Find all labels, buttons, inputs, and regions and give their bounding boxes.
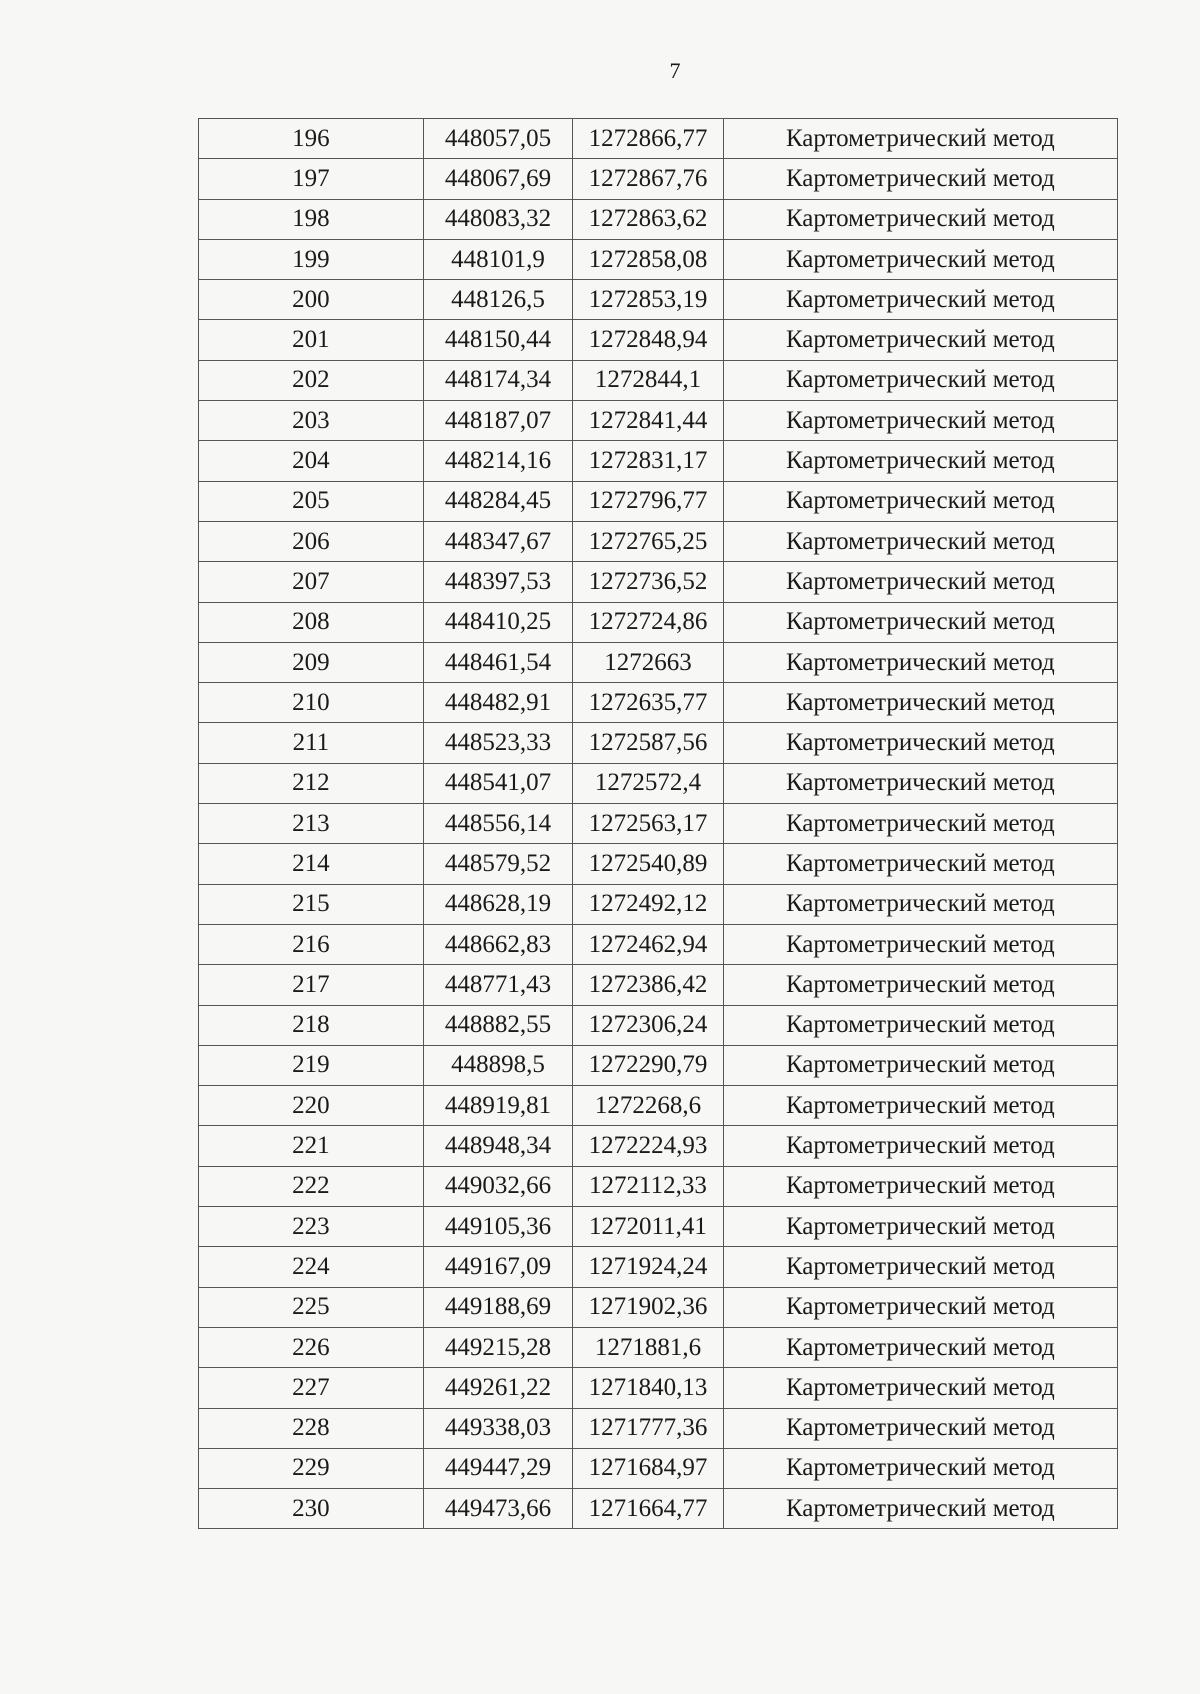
- y-coordinate-cell: 1272844,1: [573, 360, 723, 400]
- point-number-cell: 197: [199, 159, 424, 199]
- method-cell: Картометрический метод: [723, 1448, 1117, 1488]
- table-row: [199, 1287, 1118, 1327]
- x-coordinate-cell: 448523,33: [423, 723, 572, 763]
- table-row: [199, 1086, 1118, 1126]
- method-cell: Картометрический метод: [723, 1005, 1117, 1045]
- table-row: [199, 521, 1118, 561]
- y-coordinate-cell: 1272765,25: [573, 521, 723, 561]
- y-coordinate-cell: 1272866,77: [573, 119, 723, 159]
- table-row: [199, 683, 1118, 723]
- table-row: [199, 723, 1118, 763]
- x-coordinate-cell: 449188,69: [423, 1287, 572, 1327]
- y-coordinate-cell: 1272867,76: [573, 159, 723, 199]
- point-number-cell: 211: [199, 723, 424, 763]
- point-number-cell: 205: [199, 481, 424, 521]
- point-number-cell: 226: [199, 1327, 424, 1367]
- table-row: [199, 924, 1118, 964]
- method-cell: Картометрический метод: [723, 1045, 1117, 1085]
- point-number-cell: 208: [199, 602, 424, 642]
- x-coordinate-cell: 448067,69: [423, 159, 572, 199]
- x-coordinate-cell: 448150,44: [423, 320, 572, 360]
- point-number-cell: 228: [199, 1408, 424, 1448]
- x-coordinate-cell: 448579,52: [423, 844, 572, 884]
- method-cell: Картометрический метод: [723, 844, 1117, 884]
- x-coordinate-cell: 449447,29: [423, 1448, 572, 1488]
- point-number-cell: 217: [199, 965, 424, 1005]
- method-cell: Картометрический метод: [723, 1207, 1117, 1247]
- y-coordinate-cell: 1271684,97: [573, 1448, 723, 1488]
- table-row: [199, 481, 1118, 521]
- x-coordinate-cell: 448410,25: [423, 602, 572, 642]
- table-row: [199, 884, 1118, 924]
- y-coordinate-cell: 1272663: [573, 642, 723, 682]
- y-coordinate-cell: 1272858,08: [573, 239, 723, 279]
- method-cell: Картометрический метод: [723, 562, 1117, 602]
- point-number-cell: 209: [199, 642, 424, 682]
- x-coordinate-cell: 448126,5: [423, 280, 572, 320]
- y-coordinate-cell: 1272853,19: [573, 280, 723, 320]
- y-coordinate-cell: 1272572,4: [573, 763, 723, 803]
- y-coordinate-cell: 1272831,17: [573, 441, 723, 481]
- x-coordinate-cell: 448083,32: [423, 199, 572, 239]
- y-coordinate-cell: 1272848,94: [573, 320, 723, 360]
- y-coordinate-cell: 1272224,93: [573, 1126, 723, 1166]
- method-cell: Картометрический метод: [723, 280, 1117, 320]
- page-number: 7: [669, 58, 681, 83]
- x-coordinate-cell: 449167,09: [423, 1247, 572, 1287]
- method-cell: Картометрический метод: [723, 521, 1117, 561]
- x-coordinate-cell: 448347,67: [423, 521, 572, 561]
- table-row: [199, 1489, 1118, 1529]
- method-cell: Картометрический метод: [723, 1086, 1117, 1126]
- table-row: [199, 1126, 1118, 1166]
- point-number-cell: 215: [199, 884, 424, 924]
- method-cell: Картометрический метод: [723, 1247, 1117, 1287]
- y-coordinate-cell: 1272796,77: [573, 481, 723, 521]
- method-cell: Картометрический метод: [723, 924, 1117, 964]
- x-coordinate-cell: 448214,16: [423, 441, 572, 481]
- x-coordinate-cell: 448101,9: [423, 239, 572, 279]
- table-row: [199, 199, 1118, 239]
- table-row: [199, 1005, 1118, 1045]
- x-coordinate-cell: 448556,14: [423, 804, 572, 844]
- method-cell: Картометрический метод: [723, 642, 1117, 682]
- y-coordinate-cell: 1272587,56: [573, 723, 723, 763]
- x-coordinate-cell: 449032,66: [423, 1166, 572, 1206]
- point-number-cell: 214: [199, 844, 424, 884]
- point-number-cell: 218: [199, 1005, 424, 1045]
- x-coordinate-cell: 448771,43: [423, 965, 572, 1005]
- table-row: [199, 804, 1118, 844]
- point-number-cell: 229: [199, 1448, 424, 1488]
- point-number-cell: 207: [199, 562, 424, 602]
- y-coordinate-cell: 1272462,94: [573, 924, 723, 964]
- x-coordinate-cell: 448187,07: [423, 401, 572, 441]
- method-cell: Картометрический метод: [723, 1408, 1117, 1448]
- table-row: [199, 1045, 1118, 1085]
- method-cell: Картометрический метод: [723, 199, 1117, 239]
- table-row: [199, 401, 1118, 441]
- x-coordinate-cell: 448284,45: [423, 481, 572, 521]
- y-coordinate-cell: 1272011,41: [573, 1207, 723, 1247]
- y-coordinate-cell: 1272563,17: [573, 804, 723, 844]
- point-number-cell: 198: [199, 199, 424, 239]
- x-coordinate-cell: 449105,36: [423, 1207, 572, 1247]
- y-coordinate-cell: 1272306,24: [573, 1005, 723, 1045]
- table-row: [199, 763, 1118, 803]
- y-coordinate-cell: 1272841,44: [573, 401, 723, 441]
- point-number-cell: 201: [199, 320, 424, 360]
- y-coordinate-cell: 1271840,13: [573, 1368, 723, 1408]
- x-coordinate-cell: 448662,83: [423, 924, 572, 964]
- method-cell: Картометрический метод: [723, 1327, 1117, 1367]
- method-cell: Картометрический метод: [723, 804, 1117, 844]
- method-cell: Картометрический метод: [723, 119, 1117, 159]
- point-number-cell: 203: [199, 401, 424, 441]
- method-cell: Картометрический метод: [723, 602, 1117, 642]
- x-coordinate-cell: 448919,81: [423, 1086, 572, 1126]
- x-coordinate-cell: 448057,05: [423, 119, 572, 159]
- method-cell: Картометрический метод: [723, 360, 1117, 400]
- table-row: [199, 320, 1118, 360]
- point-number-cell: 206: [199, 521, 424, 561]
- point-number-cell: 204: [199, 441, 424, 481]
- table-row: [199, 1247, 1118, 1287]
- y-coordinate-cell: 1271664,77: [573, 1489, 723, 1529]
- method-cell: Картометрический метод: [723, 320, 1117, 360]
- point-number-cell: 213: [199, 804, 424, 844]
- table-row: [199, 844, 1118, 884]
- method-cell: Картометрический метод: [723, 884, 1117, 924]
- table-row: [199, 1408, 1118, 1448]
- x-coordinate-cell: 448882,55: [423, 1005, 572, 1045]
- x-coordinate-cell: 448541,07: [423, 763, 572, 803]
- point-number-cell: 202: [199, 360, 424, 400]
- x-coordinate-cell: 448482,91: [423, 683, 572, 723]
- table-row: [199, 360, 1118, 400]
- point-number-cell: 199: [199, 239, 424, 279]
- table-row: [199, 1207, 1118, 1247]
- point-number-cell: 225: [199, 1287, 424, 1327]
- point-number-cell: 222: [199, 1166, 424, 1206]
- table-row: [199, 1448, 1118, 1488]
- table-row: [199, 280, 1118, 320]
- table-row: [199, 602, 1118, 642]
- y-coordinate-cell: 1272863,62: [573, 199, 723, 239]
- method-cell: Картометрический метод: [723, 1368, 1117, 1408]
- x-coordinate-cell: 448397,53: [423, 562, 572, 602]
- y-coordinate-cell: 1272290,79: [573, 1045, 723, 1085]
- method-cell: Картометрический метод: [723, 1126, 1117, 1166]
- method-cell: Картометрический метод: [723, 1287, 1117, 1327]
- y-coordinate-cell: 1272386,42: [573, 965, 723, 1005]
- y-coordinate-cell: 1272492,12: [573, 884, 723, 924]
- x-coordinate-cell: 449338,03: [423, 1408, 572, 1448]
- method-cell: Картометрический метод: [723, 683, 1117, 723]
- table-row: [199, 441, 1118, 481]
- y-coordinate-cell: 1271881,6: [573, 1327, 723, 1367]
- method-cell: Картометрический метод: [723, 1166, 1117, 1206]
- y-coordinate-cell: 1272112,33: [573, 1166, 723, 1206]
- method-cell: Картометрический метод: [723, 1489, 1117, 1529]
- x-coordinate-cell: 449215,28: [423, 1327, 572, 1367]
- method-cell: Картометрический метод: [723, 723, 1117, 763]
- table-row: [199, 159, 1118, 199]
- coordinates-table-body: [199, 119, 1118, 1529]
- method-cell: Картометрический метод: [723, 763, 1117, 803]
- point-number-cell: 196: [199, 119, 424, 159]
- point-number-cell: 219: [199, 1045, 424, 1085]
- table-row: [199, 1368, 1118, 1408]
- x-coordinate-cell: 448174,34: [423, 360, 572, 400]
- method-cell: Картометрический метод: [723, 965, 1117, 1005]
- x-coordinate-cell: 449473,66: [423, 1489, 572, 1529]
- point-number-cell: 224: [199, 1247, 424, 1287]
- method-cell: Картометрический метод: [723, 481, 1117, 521]
- table-row: [199, 965, 1118, 1005]
- point-number-cell: 221: [199, 1126, 424, 1166]
- x-coordinate-cell: 448461,54: [423, 642, 572, 682]
- method-cell: Картометрический метод: [723, 239, 1117, 279]
- table-row: [199, 239, 1118, 279]
- method-cell: Картометрический метод: [723, 441, 1117, 481]
- point-number-cell: 223: [199, 1207, 424, 1247]
- x-coordinate-cell: 449261,22: [423, 1368, 572, 1408]
- point-number-cell: 210: [199, 683, 424, 723]
- y-coordinate-cell: 1272268,6: [573, 1086, 723, 1126]
- x-coordinate-cell: 448898,5: [423, 1045, 572, 1085]
- point-number-cell: 230: [199, 1489, 424, 1529]
- coordinates-table: [198, 118, 1118, 1529]
- point-number-cell: 227: [199, 1368, 424, 1408]
- y-coordinate-cell: 1272635,77: [573, 683, 723, 723]
- table-row: [199, 119, 1118, 159]
- table-row: [199, 1327, 1118, 1367]
- method-cell: Картометрический метод: [723, 159, 1117, 199]
- table-row: [199, 642, 1118, 682]
- point-number-cell: 200: [199, 280, 424, 320]
- y-coordinate-cell: 1272540,89: [573, 844, 723, 884]
- y-coordinate-cell: 1271902,36: [573, 1287, 723, 1327]
- point-number-cell: 216: [199, 924, 424, 964]
- y-coordinate-cell: 1272724,86: [573, 602, 723, 642]
- point-number-cell: 220: [199, 1086, 424, 1126]
- table-row: [199, 562, 1118, 602]
- point-number-cell: 212: [199, 763, 424, 803]
- x-coordinate-cell: 448948,34: [423, 1126, 572, 1166]
- x-coordinate-cell: 448628,19: [423, 884, 572, 924]
- y-coordinate-cell: 1272736,52: [573, 562, 723, 602]
- table-row: [199, 1166, 1118, 1206]
- method-cell: Картометрический метод: [723, 401, 1117, 441]
- y-coordinate-cell: 1271777,36: [573, 1408, 723, 1448]
- y-coordinate-cell: 1271924,24: [573, 1247, 723, 1287]
